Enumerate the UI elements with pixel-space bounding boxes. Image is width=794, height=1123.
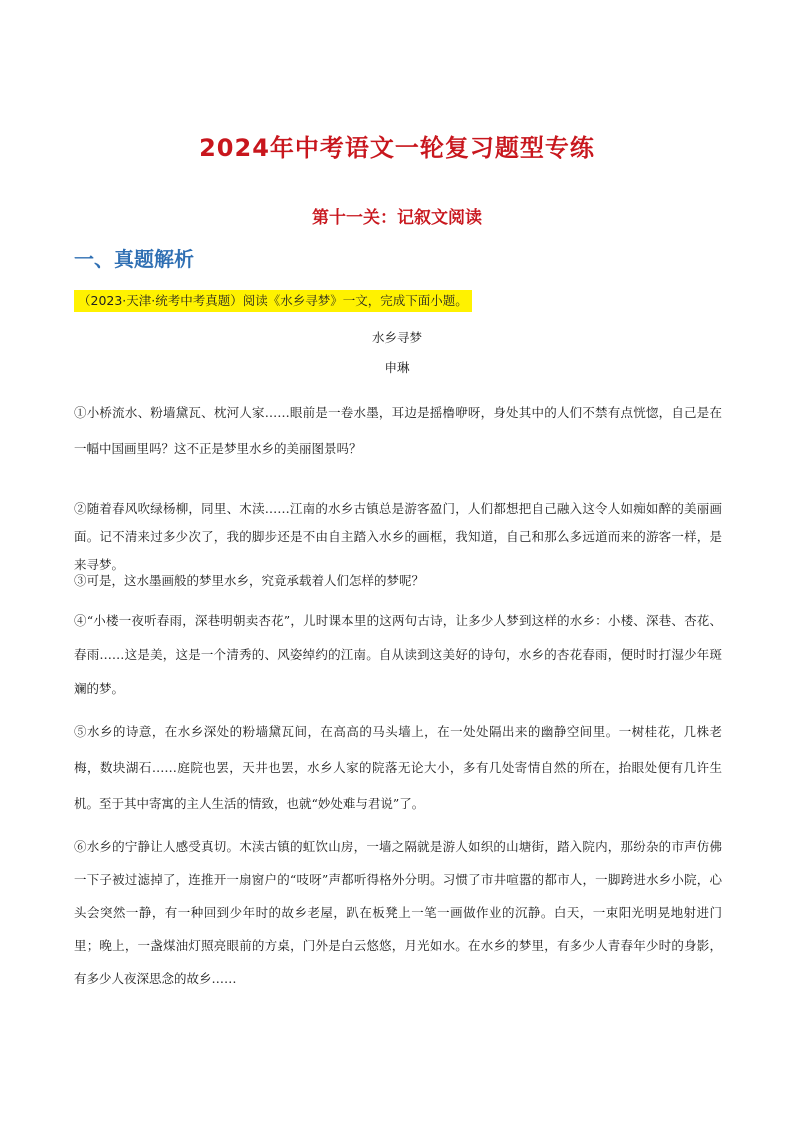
question-source-highlight: （2023·天津·统考中考真题）阅读《水乡寻梦》一文，完成下面小题。 — [74, 290, 472, 312]
essay-paragraph-2: ②随着春风吹绿杨柳，同里、木渎……江南的水乡古镇总是游客盈门，人们都想把自己融入这令人如痴如醉的美丽画面。记不清来过多少次了，我的脚步还是不由自主踏入水乡的画框，我知道，自己和那么多远道而来的游客一样，是来寻梦。 — [74, 501, 722, 572]
sub-title: 第十一关：记叙文阅读 — [312, 208, 482, 228]
essay-paragraph-1: ①小桥流水、粉墙黛瓦、枕河人家……眼前是一卷水墨，耳边是摇橹咿呀，身处其中的人们不禁有点恍惚，自己是在一幅中国画里吗？这不正是梦里水乡的美丽图景吗？ — [74, 405, 722, 456]
essay-title: 水乡寻梦 — [371, 330, 422, 345]
essay-paragraph-3: ③可是，这水墨画般的梦里水乡，究竟承载着人们怎样的梦呢？ — [74, 573, 425, 588]
essay-author: 申琳 — [384, 360, 410, 375]
section-title: 一、真题解析 — [74, 247, 194, 271]
essay-paragraph-4: ④“小楼一夜听春雨，深巷明朝卖杏花”，儿时课本里的这两句古诗，让多少人梦到这样的水乡：小楼、深巷、杏花、春雨……这是美，这是一个清秀的、风姿绰约的江南。自从读到这美好的诗句，水乡的杏花春雨，便时时打湿少年斑斓的梦。 — [74, 613, 722, 696]
essay-paragraph-5: ⑤水乡的诗意，在水乡深处的粉墙黛瓦间，在高高的马头墙上，在一处处隔出来的幽静空间里。一树桂花，几株老梅，数块湖石……庭院也罢，天井也罢，水乡人家的院落无论大小，多有几处寄情自然的所在，抬眼处便有几许生机。至于其中寄寓的主人生活的情致，也就“妙处难与君说”了。 — [74, 724, 722, 811]
essay-paragraph-6: ⑥水乡的宁静让人感受真切。木渎古镇的虹饮山房，一墙之隔就是游人如织的山塘街，踏入院内，那纷杂的市声仿佛一下子被过滤掉了，连推开一扇窗户的“吱呀”声都听得格外分明。习惯了市井喧嚣的都市人，一脚跨进水乡小院，心头会突然一静，有一种回到少年时的故乡老屋，趴在板凳上一笔一画做作业的沉静。白天，一束阳光明晃地射进门里；晚上，一盏煤油灯照亮眼前的方桌，门外是白云悠悠，月光如水。在水乡的梦里，有多少人青春年少时的身影，有多少人夜深思念的故乡…… — [74, 839, 722, 986]
main-title: 2024年中考语文一轮复习题型专练 — [199, 134, 595, 162]
